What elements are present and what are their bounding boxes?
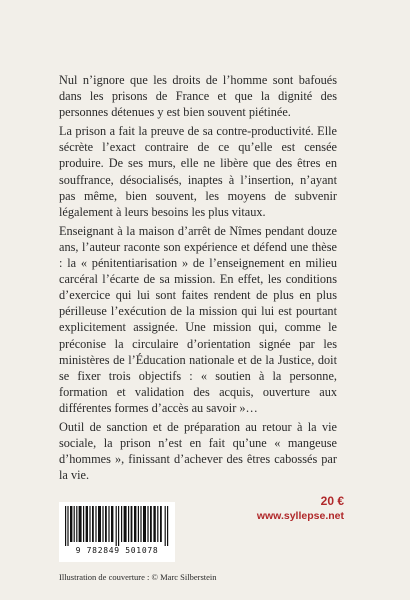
back-cover-text <box>59 72 337 486</box>
barcode <box>59 502 175 562</box>
paragraph-contre-productivite: La prison a fait la preuve de sa contre-productivité. Elle sécrète l’exact contraire de ce qu’elle est censée produire. De ses murs, elle ne libère que des êtres en souffrance, désocialisés, inaptes à l’insertion, n’ayant pas même, bien souvent, les moyens de subvenir légalement à leurs besoins les plus vitaux. <box>59 124 337 219</box>
paragraph-intro: Nul n’ignore que les droits de l’homme sont bafoués dans les prisons de France et que la dignité des personnes détenues y est bien souvent piétinée. <box>59 73 337 120</box>
paragraph-outil-sanction: Outil de sanction et de préparation au retour à la vie sociale, la prison n’est en fait qu’une « mangeuse d’hommes », finissant d’achever des êtres cabossés par la vie. <box>59 419 337 483</box>
price-block <box>257 493 344 523</box>
illustration-credit: Illustration de couverture : © Marc Silberstein <box>59 572 217 582</box>
price: 20 € <box>320 494 344 508</box>
publisher-website: www.syllepse.net <box>256 510 344 522</box>
isbn-number: 9 782849 501078 <box>75 546 159 555</box>
paragraph-enseignant: Enseignant à la maison d’arrêt de Nîmes pendant douze ans, l’auteur raconte son expérience et défend une thèse : la « pénitentiarisation » de l’enseignement en milieu carcéral l’écarte de sa mission. En effet, les conditions d’exercice qui lui sont faites rendent de plus en plus périlleuse l’exécution de la mission qui lui est pourtant explicitement assignée. Une mission qui, comme le préconise la circulaire d’orientation signée par les ministères de l’Éducation nationale et de la Justice, doit se fixer trois objectifs : « soutien à la personne, formation et validation des acquis, ouverture aux différentes formes d’accès au savoir »… <box>59 223 337 415</box>
barcode-bars-icon <box>65 506 169 546</box>
